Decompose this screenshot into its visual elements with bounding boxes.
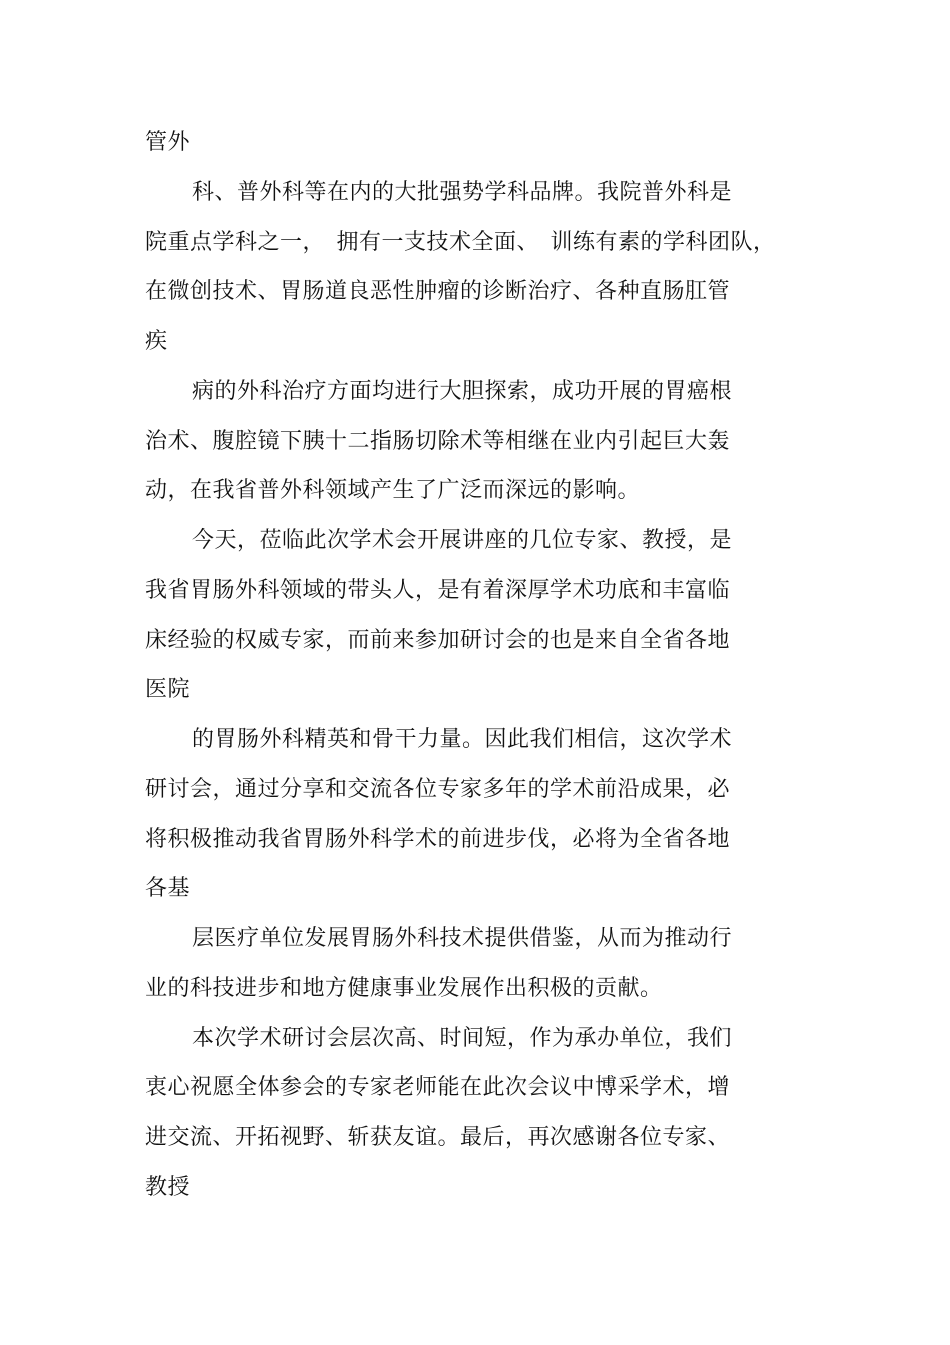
text-line: 动，在我省普外科领域产生了广泛而深远的影响。	[145, 478, 641, 503]
text-line: 衷心祝愿全体参会的专家老师能在此次会议中博采学术，增	[145, 1075, 731, 1100]
text-line: 研讨会，通过分享和交流各位专家多年的学术前沿成果，必	[145, 777, 731, 802]
paragraph-start: 层医疗单位发展胃肠外科技术提供借鉴，从而为推动行	[192, 926, 733, 951]
text-line: 床经验的权威专家，而前来参加研讨会的也是来自全省各地	[145, 628, 731, 653]
text-line: 治术、腹腔镜下胰十二指肠切除术等相继在业内引起巨大轰	[145, 429, 731, 454]
paragraph-start: 今天，莅临此次学术会开展讲座的几位专家、教授，是	[192, 528, 733, 553]
text-line: 进交流、开拓视野、斩获友谊。最后，再次感谢各位专家、	[145, 1125, 731, 1150]
text-line: 各基	[145, 876, 191, 901]
text-line: 将积极推动我省胃肠外科学术的前进步伐，必将为全省各地	[145, 827, 731, 852]
text-line: 医院	[145, 677, 191, 702]
text-line: 疾	[145, 329, 168, 354]
paragraph-start: 本次学术研讨会层次高、时间短，作为承办单位，我们	[192, 1026, 733, 1051]
text-line: 教授	[145, 1175, 191, 1200]
text-line: 院重点学科之一， 拥有一支技术全面、 训练有素的学科团队，	[145, 230, 776, 255]
paragraph-start: 的胃肠外科精英和骨干力量。因此我们相信，这次学术	[192, 727, 733, 752]
paragraph-start: 科、普外科等在内的大批强势学科品牌。我院普外科是	[192, 180, 733, 205]
paragraph-start: 病的外科治疗方面均进行大胆探索，成功开展的胃癌根	[192, 379, 733, 404]
text-line: 管外	[145, 130, 191, 155]
text-line: 我省胃肠外科领域的带头人，是有着深厚学术功底和丰富临	[145, 578, 731, 603]
text-line: 业的科技进步和地方健康事业发展作出积极的贡献。	[145, 976, 663, 1001]
text-line: 在微创技术、胃肠道良恶性肿瘤的诊断治疗、各种直肠肛管	[145, 279, 731, 304]
